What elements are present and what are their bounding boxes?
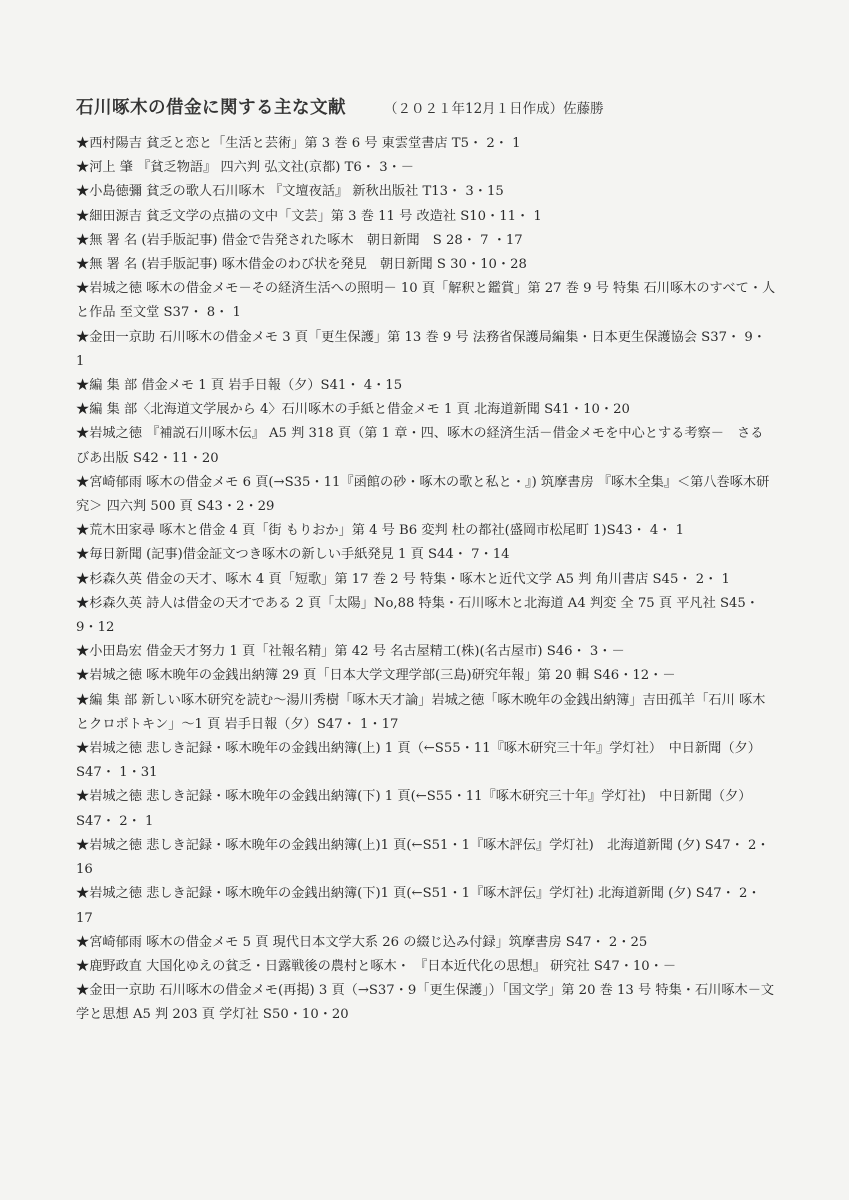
document-page [76,94,776,1028]
star-icon: ★ [76,402,90,418]
entry-text: 荒木田家尋 啄木と借金 4 頁「街 もりおか」第 4 号 B6 変判 杜の都社(盛岡市松尾町 1)S43・ 4・ 1 [89,523,684,539]
entry-text: 小田島宏 借金天才努力 1 頁「社報名精」第 42 号 名古屋精工(株)(名古屋市) S46・ 3・－ [89,644,625,660]
list-item [76,882,776,930]
list-item [76,568,776,592]
list-item [76,326,776,374]
list-item [76,519,776,543]
list-item [76,543,776,567]
star-icon: ★ [76,208,90,224]
star-icon: ★ [76,837,90,853]
star-icon: ★ [76,329,90,345]
list-item [76,592,776,640]
entry-text: 金田一京助 石川啄木の借金メモ(再掲) 3 頁（→S37・9「更生保護」）「国文学」第 20 巻 13 号 特集・石川啄木－文学と思想 A5 判 203 頁 学灯社 S50・10・20 [76,983,775,1023]
list-item [76,398,776,422]
entry-text: 岩城之徳 悲しき記録・啄木晩年の金銭出納簿(下)1 頁(←S51・1『啄木評伝』学灯社) 北海道新聞 (夕) S47・ 2・17 [76,886,761,926]
star-icon: ★ [76,644,90,660]
entry-text: 岩城之徳 悲しき記録・啄木晩年の金銭出納簿(下) 1 頁(←S55・11『啄木研究三十年』学灯社) 中日新聞（夕）S47・ 2・ 1 [76,789,752,829]
list-item [76,664,776,688]
list-item [76,931,776,955]
entry-text: 岩城之徳 啄木晩年の金銭出納簿 29 頁「日本大学文理学部(三島)研究年報」第 20 輯 S46・12・－ [89,668,676,684]
entry-text: 宮崎郁雨 啄木の借金メモ 6 頁(→S35・11『函館の砂・啄木の歌と私と・』) 筑摩書房 『啄木全集』＜第八巻啄木研究＞ 四六判 500 頁 S43・2・29 [76,474,770,515]
list-item [76,689,776,737]
list-item [76,229,776,253]
star-icon: ★ [76,160,90,176]
star-icon: ★ [76,378,90,394]
star-icon: ★ [76,426,90,442]
document-title: 石川啄木の借金に関する主な文献 [76,98,346,118]
star-icon: ★ [76,741,90,757]
entry-text: 編 集 部〈北海道文学展から 4〉石川啄木の手紙と借金メモ 1 頁 北海道新聞 S41・10・20 [89,402,630,418]
list-item [76,785,776,833]
list-item [76,374,776,398]
list-item [76,737,776,785]
list-item [76,277,776,325]
entry-text: 岩城之徳 『補説石川啄木伝』 A5 判 318 頁（第 1 章・四、啄木の経済生活－借金メモを中心とする考察－ さるびあ出版 S42・11・20 [76,426,764,466]
list-item [76,156,776,180]
entry-text: 細田源吉 貧乏文学の点描の文中「文芸」第 3 巻 11 号 改造社 S10・11・ 1 [89,208,542,224]
star-icon: ★ [76,571,90,587]
star-icon: ★ [76,474,90,490]
bibliography-list [76,132,776,1028]
entry-text: 鹿野政直 大国化ゆえの貧乏・日露戦後の農村と啄木・ 『日本近代化の思想』 研究社 S47・10・－ [89,958,677,974]
entry-text: 宮崎郁雨 啄木の借金メモ 5 頁 現代日本文学大系 26 の綴じ込み付録」筑摩書房 S47・ 2・25 [89,934,648,950]
entry-text: 杉森久英 借金の天才、啄木 4 頁「短歌」第 17 巻 2 号 特集・啄木と近代文学 A5 判 角川書店 S45・ 2・ 1 [89,571,730,587]
star-icon: ★ [76,232,90,248]
star-icon: ★ [76,595,90,611]
entry-text: 金田一京助 石川啄木の借金メモ 3 頁「更生保護」第 13 巻 9 号 法務省保護局編集・日本更生保護協会 S37・ 9・ 1 [76,329,766,369]
entry-text: 杉森久英 詩人は借金の天才である 2 頁「太陽」No,88 特集・石川啄木と北海道 A4 判変 全 75 頁 平凡社 S45・ 9・12 [76,595,759,636]
list-item [76,180,776,204]
entry-text: 岩城之徳 啄木の借金メモ－その経済生活への照明－ 10 頁「解釈と鑑賞」第 27 巻 9 号 特集 石川啄木のすべて・人と作品 至文堂 S37・ 8・ 1 [76,281,776,321]
star-icon: ★ [76,668,90,684]
star-icon: ★ [76,281,90,297]
star-icon: ★ [76,547,90,563]
entry-text: 編 集 部 借金メモ 1 頁 岩手日報（夕）S41・ 4・15 [89,378,403,394]
entry-text: 無 署 名 (岩手版記事) 啄木借金のわび状を発見 朝日新聞 S 30・10・28 [89,257,527,273]
entry-text: 岩城之徳 悲しき記録・啄木晩年の金銭出納簿(上)1 頁(←S51・1『啄木評伝』学灯社) 北海道新聞 (夕) S47・ 2・16 [76,837,770,878]
star-icon: ★ [76,136,90,151]
star-icon: ★ [76,523,90,539]
list-item [76,205,776,229]
star-icon: ★ [76,886,90,902]
list-item [76,834,776,882]
entry-text: 無 署 名 (岩手版記事) 借金で告発された啄木 朝日新聞 S 28・ 7 ・17 [89,232,523,248]
entry-text: 西村陽吉 貧乏と恋と「生活と芸術」第 3 巻 6 号 東雲堂書店 T5・ 2・ 1 [89,136,521,151]
entry-text: 毎日新聞 (記事)借金証文つき啄木の新しい手紙発見 1 頁 S44・ 7・14 [89,547,510,563]
entry-text: 編 集 部 新しい啄木研究を読む～湯川秀樹「啄木天才論」岩城之徳「啄木晩年の金銭出納簿」吉田孤羊「石川 啄木とクロポトキン」～1 頁 岩手日報（夕）S47・ 1・17 [76,692,766,732]
entry-text: 小島徳彌 貧乏の歌人石川啄木 『文壇夜話』 新秋出版社 T13・ 3・15 [89,184,504,200]
star-icon: ★ [76,934,90,950]
star-icon: ★ [76,958,90,974]
entry-text: 河上 肇 『貧乏物語』 四六判 弘文社(京都) T6・ 3・－ [89,160,414,176]
list-item [76,471,776,519]
title-row [76,94,776,122]
list-item [76,640,776,664]
list-item [76,132,776,156]
document-subtitle: （２０２１年12月１日作成）佐藤勝 [384,101,604,117]
star-icon: ★ [76,692,90,708]
star-icon: ★ [76,257,90,273]
entry-text: 岩城之徳 悲しき記録・啄木晩年の金銭出納簿(上) 1 頁（←S55・11『啄木研究三十年』学灯社） 中日新聞（夕）S47・ 1・31 [76,741,761,781]
list-item [76,253,776,277]
star-icon: ★ [76,184,90,200]
star-icon: ★ [76,983,90,999]
list-item [76,955,776,979]
star-icon: ★ [76,789,90,805]
list-item [76,422,776,470]
list-item [76,979,776,1027]
